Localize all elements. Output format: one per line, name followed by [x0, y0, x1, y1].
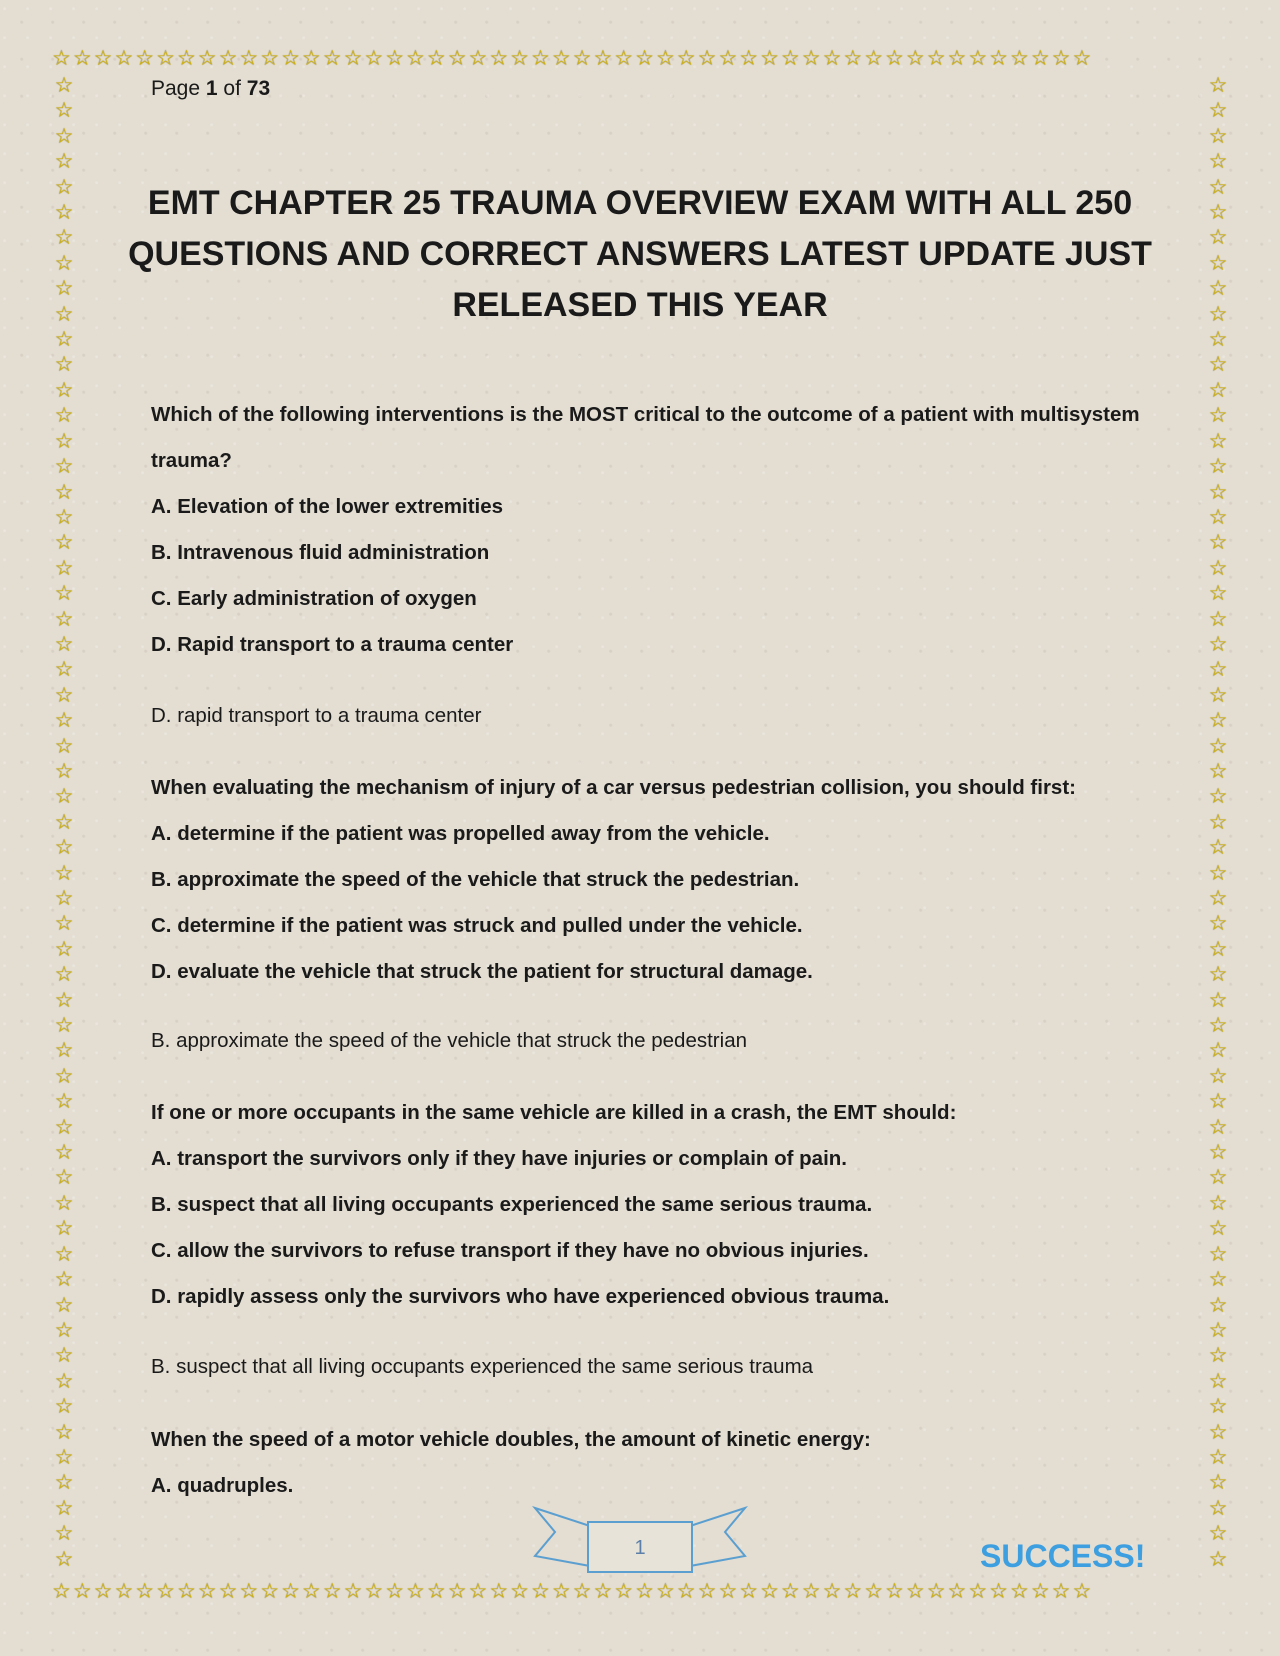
option-d: D. rapidly assess only the survivors who have experienced obvious trauma. [151, 1285, 890, 1308]
option-b: B. suspect that all living occupants experienced the same serious trauma. [151, 1193, 873, 1216]
question-1 [151, 392, 1161, 668]
option-c: C. determine if the patient was struck and pulled under the vehicle. [151, 914, 803, 937]
question-4 [151, 1417, 1161, 1509]
question-text: When evaluating the mechanism of injury of a car versus pedestrian collision, you should first: [151, 776, 1076, 799]
answer-1: D. rapid transport to a trauma center [151, 704, 482, 727]
option-b: B. Intravenous fluid administration [151, 541, 490, 564]
star-border-top: ☆☆☆☆☆☆☆☆☆☆☆☆☆☆☆☆☆☆☆☆☆☆☆☆☆☆☆☆☆☆☆☆☆☆☆☆☆☆☆☆☆☆☆☆☆☆☆☆☆☆ [52, 47, 1094, 70]
page-of: of [223, 77, 241, 100]
option-a: A. determine if the patient was propelled away from the vehicle. [151, 822, 770, 845]
option-d: D. evaluate the vehicle that struck the patient for structural damage. [151, 960, 813, 983]
answer-2: B. approximate the speed of the vehicle that struck the pedestrian [151, 1029, 747, 1052]
option-b: B. approximate the speed of the vehicle that struck the pedestrian. [151, 868, 800, 891]
footer-page-number: 1 [634, 1537, 646, 1559]
question-text: When the speed of a motor vehicle doubles, the amount of kinetic energy: [151, 1428, 871, 1451]
question-text: If one or more occupants in the same vehicle are killed in a crash, the EMT should: [151, 1101, 957, 1124]
page-current: 1 [205, 77, 218, 100]
answer-3: B. suspect that all living occupants experienced the same serious trauma [151, 1355, 814, 1378]
option-a: A. Elevation of the lower extremities [151, 495, 504, 518]
page-word: Page [151, 77, 201, 100]
option-a: A. transport the survivors only if they have injuries or complain of pain. [151, 1147, 847, 1170]
star-border-left: ☆ ☆ ☆ ☆ ☆ ☆ ☆ ☆ ☆ ☆ ☆ ☆ ☆ ☆ ☆ ☆ ☆ ☆ ☆ ☆ ☆ ☆ ☆ ☆ ☆ ☆ ☆ ☆ ☆ ☆ ☆ ☆ ☆ ☆ ☆ ☆ ☆ ☆ ☆ ☆ ☆ ☆ ☆ ☆ ☆ ☆ ☆ ☆ ☆ ☆ ☆ ☆ ☆ ☆ ☆ ☆ ☆ ☆ ☆ [54, 74, 74, 1571]
page-counter [151, 77, 270, 101]
option-a: A. quadruples. [151, 1474, 294, 1497]
option-c: C. Early administration of oxygen [151, 587, 477, 610]
option-c: C. allow the survivors to refuse transport if they have no obvious injuries. [151, 1239, 869, 1262]
question-3 [151, 1090, 1161, 1320]
page-total: 73 [246, 77, 271, 100]
document-title: EMT CHAPTER 25 TRAUMA OVERVIEW EXAM WITH ALL 250 QUESTIONS AND CORRECT ANSWERS LATEST UPDATE JUST RELEASED THIS YEAR [128, 184, 1152, 324]
question-text: Which of the following interventions is the MOST critical to the outcome of a patient with multisystem trauma? [151, 403, 1140, 472]
success-badge: SUCCESS! [980, 1538, 1146, 1574]
star-border-bottom: ☆☆☆☆☆☆☆☆☆☆☆☆☆☆☆☆☆☆☆☆☆☆☆☆☆☆☆☆☆☆☆☆☆☆☆☆☆☆☆☆☆☆☆☆☆☆☆☆☆☆ [52, 1580, 1094, 1603]
star-border-right: ☆ ☆ ☆ ☆ ☆ ☆ ☆ ☆ ☆ ☆ ☆ ☆ ☆ ☆ ☆ ☆ ☆ ☆ ☆ ☆ ☆ ☆ ☆ ☆ ☆ ☆ ☆ ☆ ☆ ☆ ☆ ☆ ☆ ☆ ☆ ☆ ☆ ☆ ☆ ☆ ☆ ☆ ☆ ☆ ☆ ☆ ☆ ☆ ☆ ☆ ☆ ☆ ☆ ☆ ☆ ☆ ☆ ☆ ☆ [1208, 74, 1228, 1571]
option-d: D. Rapid transport to a trauma center [151, 633, 514, 656]
question-2 [151, 765, 1161, 995]
